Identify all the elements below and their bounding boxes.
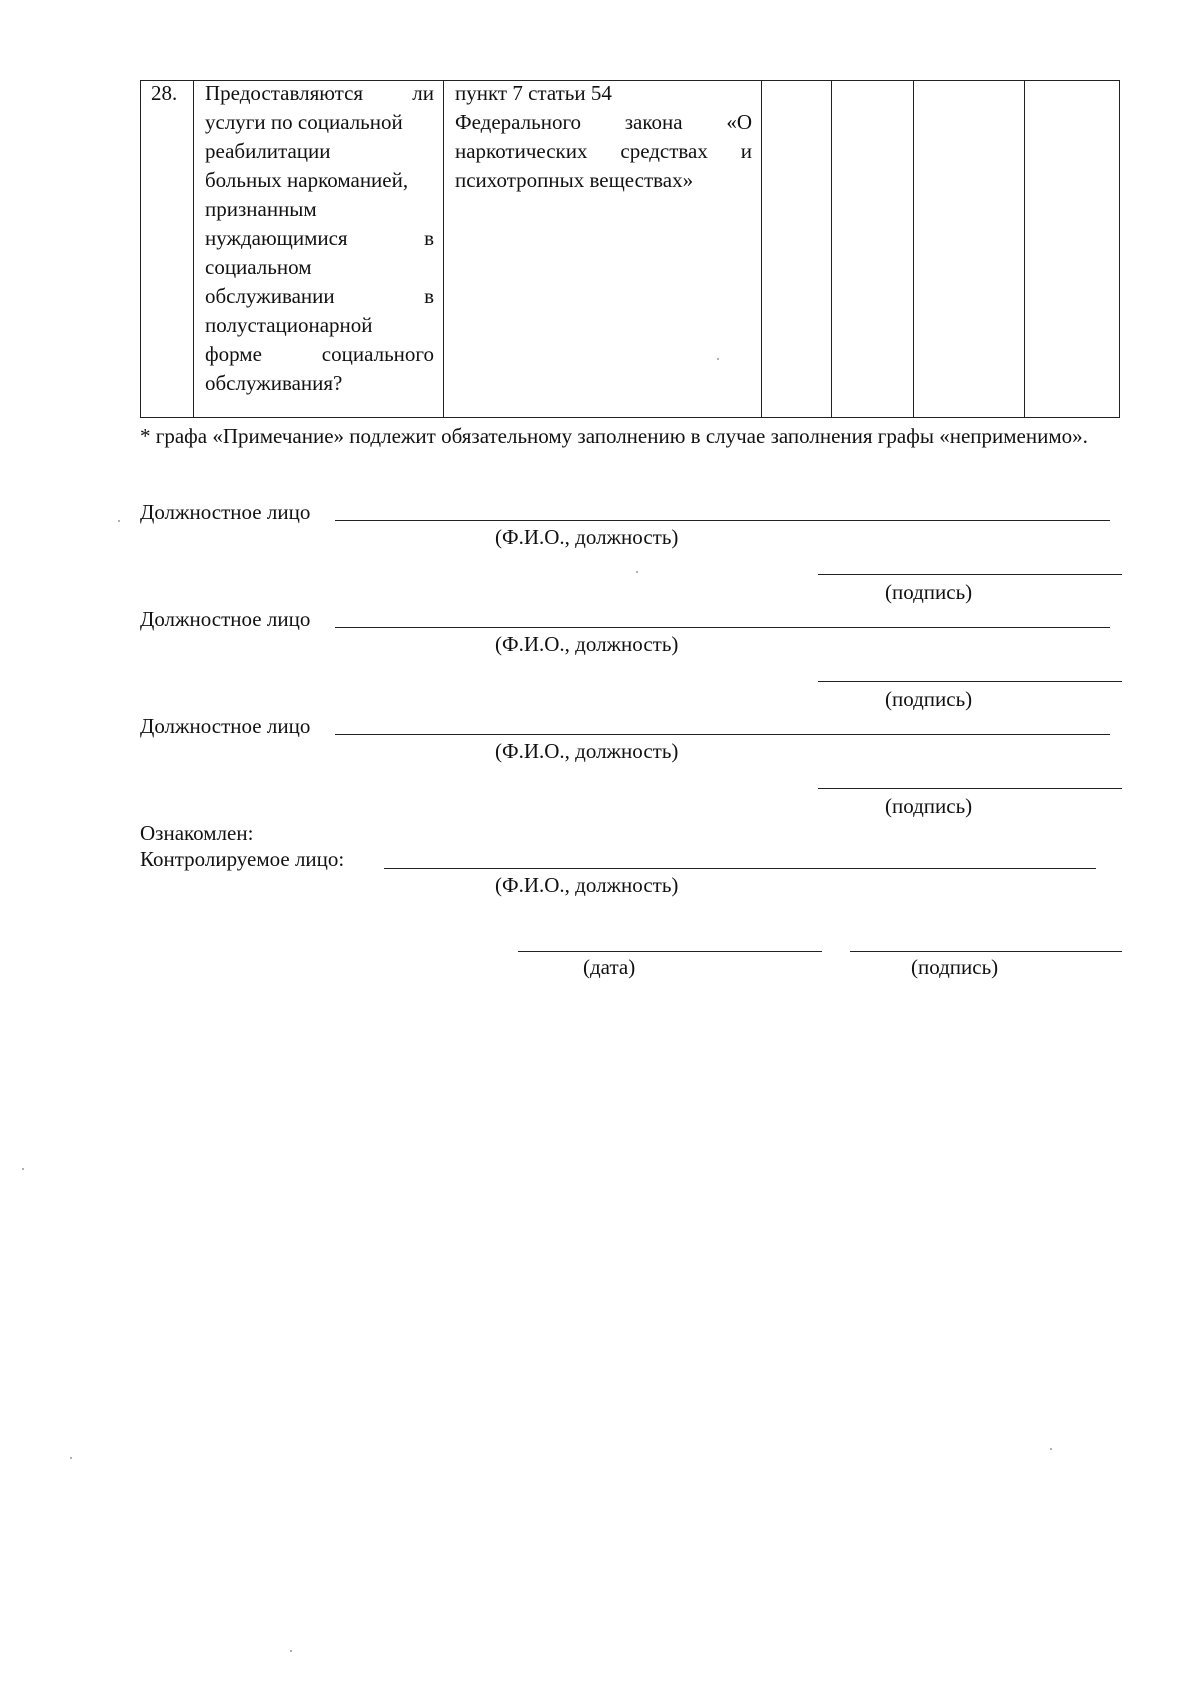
question-line [205,137,434,166]
question-word: форме [205,342,262,366]
column-divider [443,81,444,417]
fio-caption: (Ф.И.О., должность) [495,739,679,763]
question-word: социального [321,342,434,366]
fio-caption: (Ф.И.О., должность) [495,873,679,897]
question-line [205,224,434,253]
column-divider [913,81,914,417]
fio-caption: (Ф.И.О., должность) [495,632,679,656]
question-word: в [424,284,434,308]
question-word: обслуживании [205,284,335,308]
question-word: услуги по социальной [205,110,403,134]
question-word: социальном [205,255,312,279]
scan-speck [290,1650,292,1652]
column-divider [1024,81,1025,417]
signature-caption: (подпись) [885,687,973,711]
scan-speck [22,1168,24,1170]
legal-basis-word: закона [624,110,683,134]
fio-caption: (Ф.И.О., должность) [495,525,679,549]
scan-speck [118,520,120,522]
scan-speck [717,358,719,360]
footnote: * графа «Примечание» подлежит обязательному заполнению в случае заполнения графы «неприменимо». [140,424,1088,448]
legal-basis-word: средствах [620,139,708,163]
signature-caption: (подпись) [911,955,999,979]
signature-caption: (подпись) [885,794,973,818]
scan-speck [70,1457,72,1459]
legal-basis-word: наркотических [455,139,588,163]
official-label: Должностное лицо [140,714,311,738]
legal-basis-cell [455,79,752,195]
row-number: 28. [151,81,178,105]
scan-speck [1050,1448,1052,1450]
controlled-person-label: Контролируемое лицо: [140,847,345,871]
question-word: ли [412,81,434,105]
legal-basis-line [455,166,752,195]
column-divider [761,81,762,417]
question-line [205,108,434,137]
legal-basis-word: и [740,139,752,163]
question-line [205,166,434,195]
legal-basis-line [455,137,752,166]
question-word: признанным [205,197,317,221]
date-caption: (дата) [583,955,636,979]
official-label: Должностное лицо [140,607,311,631]
question-line [205,340,434,369]
question-cell [205,79,434,398]
legal-basis-line [455,108,752,137]
question-line [205,79,434,108]
legal-basis-word: психотропных веществах» [455,168,694,192]
question-line [205,253,434,282]
question-word: реабилитации [205,139,331,163]
question-line [205,369,434,398]
controlled-fio-line[interactable] [384,868,1096,869]
question-line [205,311,434,340]
question-word: нуждающимися [205,226,348,250]
legal-basis-line [455,79,752,108]
legal-basis-word: Федерального [455,110,582,134]
question-word: полустационарной [205,313,373,337]
signature-line[interactable] [818,574,1122,575]
official-label: Должностное лицо [140,500,311,524]
fio-line[interactable] [335,520,1110,521]
legal-basis-word: «О [726,110,752,134]
question-word: в [424,226,434,250]
fio-line[interactable] [335,627,1110,628]
question-line [205,195,434,224]
signature-line[interactable] [850,951,1122,952]
signature-line[interactable] [818,681,1122,682]
column-divider [831,81,832,417]
question-word: больных наркоманией, [205,168,409,192]
requirements-table [140,80,1120,418]
column-divider [193,81,194,417]
question-line [205,282,434,311]
legal-basis-word: пункт 7 статьи 54 [455,81,612,105]
fio-line[interactable] [335,734,1110,735]
signature-line[interactable] [818,788,1122,789]
question-word: обслуживания? [205,371,343,395]
scan-speck [636,571,638,573]
signature-caption: (подпись) [885,580,973,604]
date-line[interactable] [518,951,822,952]
question-word: Предоставляются [205,81,364,105]
acquainted-label: Ознакомлен: [140,821,254,845]
